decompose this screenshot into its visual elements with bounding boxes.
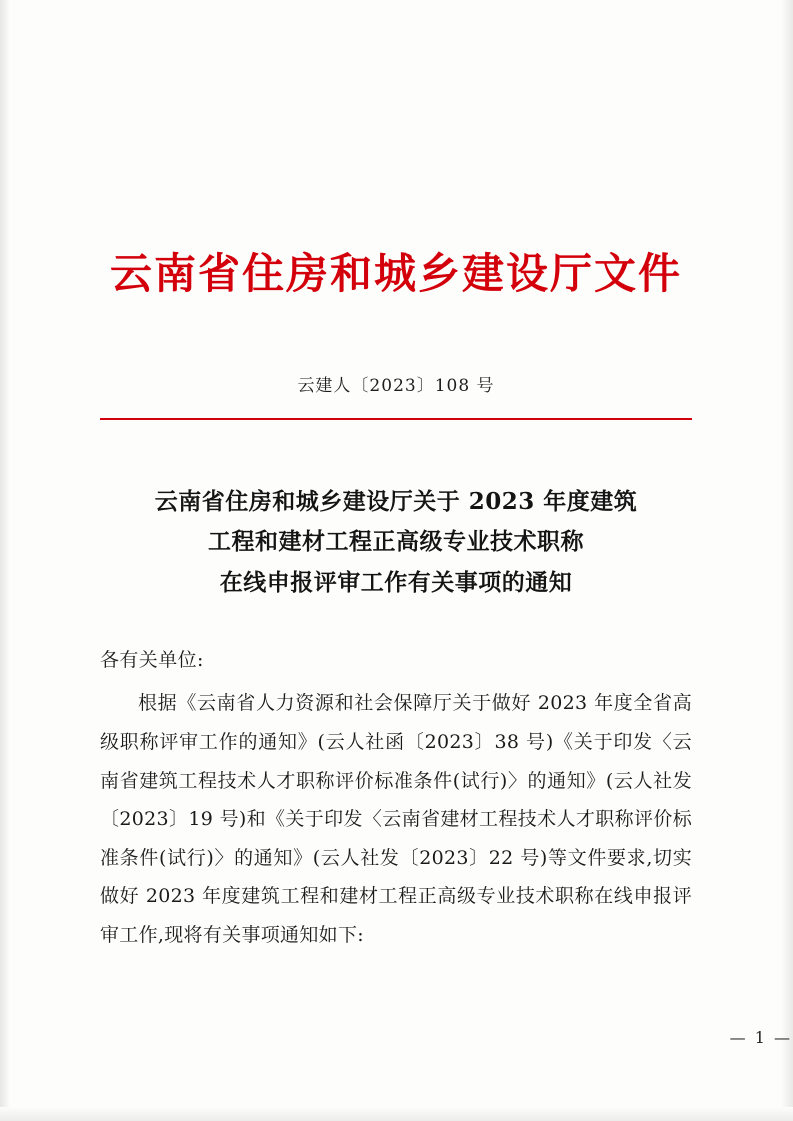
- document-header: [100, 248, 692, 301]
- salutation: 各有关单位:: [100, 649, 204, 672]
- scan-edge-left: [0, 0, 10, 1121]
- page-title: [100, 482, 692, 605]
- red-divider-rule: [100, 418, 692, 420]
- body-paragraph: 根据《云南省人力资源和社会保障厅关于做好 2023 年度全省高级职称评审工作的通知》(云人社函〔2023〕38 号)《关于印发〈云南省建筑工程技术人才职称评价标准条件(试行)〉的通知》(云人社发〔2023〕19 号)和《关于印发〈云南省建材工程技术人才职称评价标准条件(试行)〉的通知》(云人社发〔2023〕22 号)等文件要求,切实做好 2023 年度建筑工程和建材工程正高级专业技术职称在线申报评审工作,现将有关事项通知如下:: [100, 692, 692, 946]
- document-content: [100, 0, 792, 1047]
- page-number: — 1 —: [729, 1028, 792, 1047]
- scan-edge-bottom: [0, 1107, 793, 1121]
- page-title-line-1: 云南省住房和城乡建设厅关于 2023 年度建筑: [154, 487, 638, 515]
- document-number: 云建人〔2023〕108 号: [297, 375, 495, 396]
- issuer-title: 云南省住房和城乡建设厅文件: [109, 249, 682, 298]
- scan-edge-right: [781, 0, 793, 1121]
- page-title-line-3: 在线申报评审工作有关事项的通知: [219, 569, 573, 597]
- page-title-line-2: 工程和建材工程正高级专业技术职称: [208, 528, 584, 556]
